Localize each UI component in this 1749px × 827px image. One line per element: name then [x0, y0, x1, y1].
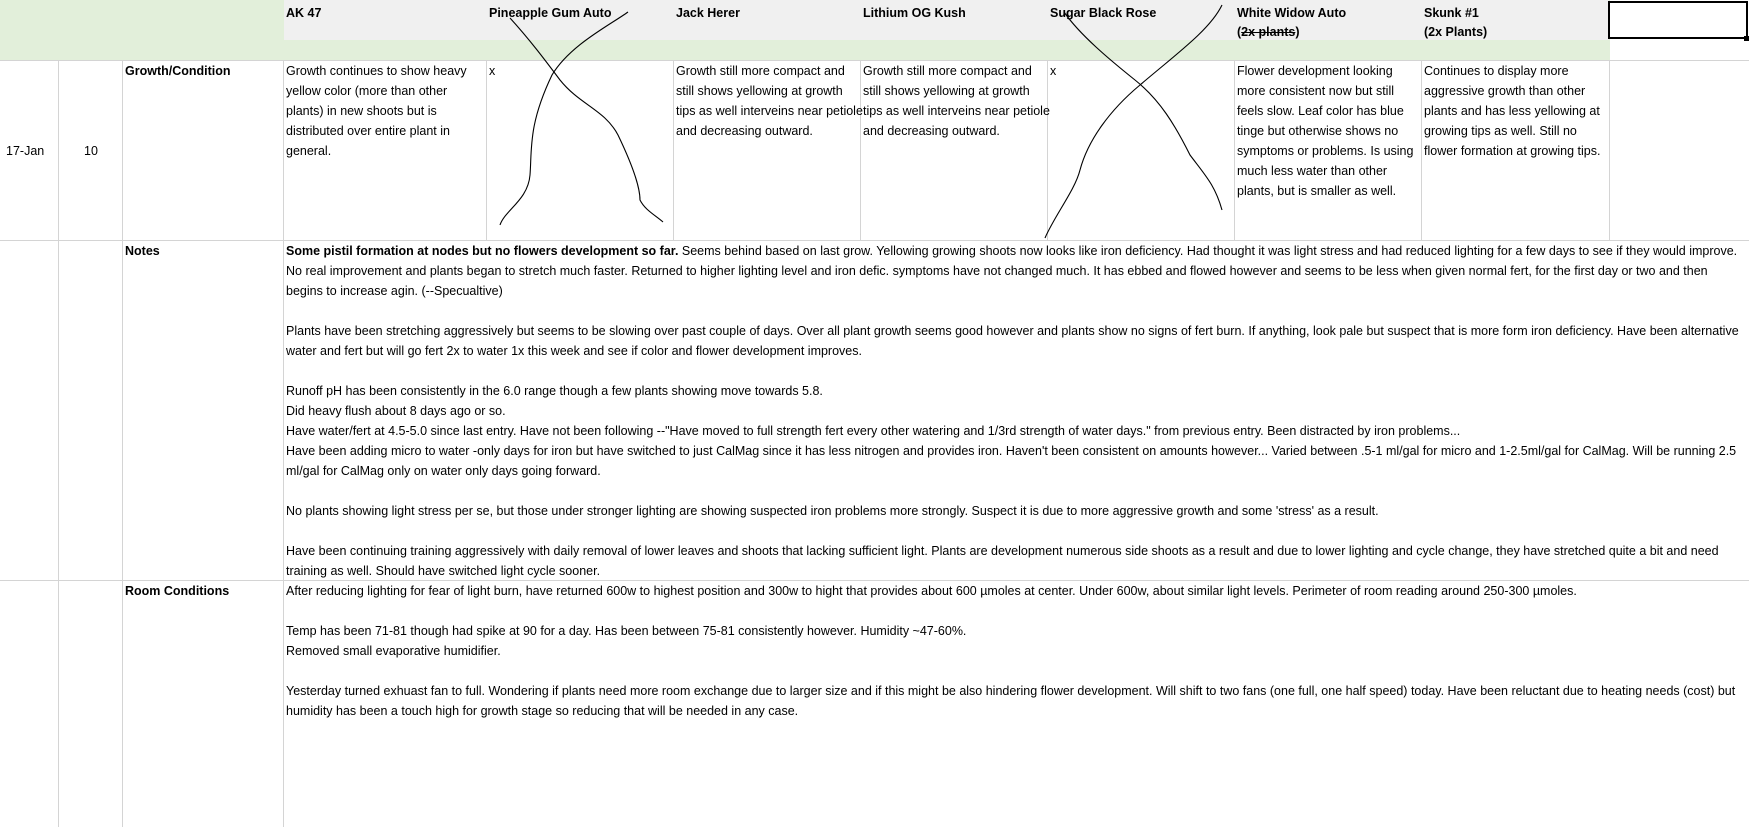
room-line: Temp has been 71-81 though had spike at 90 for a day. Has been between 75-81 consistently however. Humidity ~47-60%. — [286, 624, 967, 638]
col-header-jack-herer[interactable]: Jack Herer — [676, 6, 740, 20]
room-line: Removed small evaporative humidifier. — [286, 644, 501, 658]
day-cell[interactable]: 10 — [84, 144, 98, 158]
growth-skunk-cell[interactable]: Continues to display more aggressive growth than other plants and has less yellowing at growing tips as well. Still no flower formation at growing tips. — [1424, 64, 1601, 158]
growth-jack-cell[interactable]: Growth still more compact and still shows yellowing at growth tips as well interveins near petiole and decreasing outward. — [676, 64, 863, 138]
notes-paragraph: Have been adding micro to water -only days for iron but have switched to just CalMag since it has less nitrogen and provides iron. Haven't been consistent on amounts however... Varied between .5-1 ml/gal for micro and 1-2.5ml/gal for CalMag. Will be running 2.5 ml/gal for CalMag only on water only days going forward. — [286, 444, 1737, 478]
col-header-white-widow-auto[interactable]: White Widow Auto (2x plants) — [1237, 6, 1347, 39]
notes-paragraph: Have been continuing training aggressively with daily removal of lower leaves and shoots that lacking sufficient light. Plants are development numerous side shoots as a result and due to lower lighting and cycle change, they have stretched quite a bit and need training as well. Should have switched light cycle sooner. — [286, 544, 1719, 578]
row-label-notes[interactable]: Notes — [125, 244, 160, 258]
notes-line: Runoff pH has been consistently in the 6.0 range though a few plants showing move towards 5.8. — [286, 384, 823, 398]
col-header-sugar-black-rose[interactable]: Sugar Black Rose — [1050, 6, 1157, 20]
growth-ak47-cell[interactable]: Growth continues to show heavy yellow color (more than other plants) in new shoots but is distributed over entire plant in general. — [286, 64, 467, 158]
col-header-skunk-1[interactable]: Skunk #1 (2x Plants) — [1424, 6, 1488, 39]
notes-line: Have water/fert at 4.5-5.0 since last entry. Have not been following --"Have moved to full strength fert every other watering and 1/3rd strength of water days." from previous entry. Been distracted by iron problems... — [286, 424, 1461, 438]
row-label-room[interactable]: Room Conditions — [125, 584, 230, 598]
notes-paragraph: Some pistil formation at nodes but no flowers development so far. Seems behind based on last grow. Yellowing growing shoots now looks like iron deficiency. Had thought it was light stress and had reduced lighting for a few days to see if they would improve. No real improvement and plants began to stretch much faster. Returned to higher lighting level and iron defic. symptoms have not changed much. It has ebbed and flowed however and seems to be less when given normal fert, for the first day or two and then begins to increase agin. (--Specualtive) — [286, 244, 1738, 298]
col-header-ak47[interactable]: AK 47 — [286, 6, 322, 20]
notes-line: Did heavy flush about 8 days ago or so. — [286, 404, 506, 418]
notes-cell[interactable] — [286, 241, 1746, 581]
growth-pineapple-cell[interactable]: x — [489, 64, 496, 78]
notes-paragraph: Plants have been stretching aggressively but seems to be slowing over past couple of days. Over all plant growth seems good however and plants show no signs of fert burn. If anything, look pale but suspect that is more form iron deficiency. Have been alternative water and fert but will go fert 2x to water 1x this week and see if color and flower development improves. — [286, 324, 1739, 358]
col-header-lithium-og-kush[interactable]: Lithium OG Kush — [863, 6, 966, 20]
growth-widow-cell[interactable]: Flower development looking more consistent now but still feels slow. Leaf color has blue tinge but otherwise shows no symptoms or problems. Is using much less water than other plants, but is smaller as well. — [1237, 64, 1414, 198]
room-paragraph: Yesterday turned exhuast fan to full. Wondering if plants need more room exchange due to larger size and if this might be also hindering flower development. Will shift to two fans (one full, one half speed) today. Have been reluctant due to heating needs (cost) but humidity has been a touch high for growth stage so reducing that will be needed in any case. — [286, 684, 1736, 718]
row-label-growth[interactable]: Growth/Condition — [125, 64, 231, 78]
room-paragraph: After reducing lighting for fear of light burn, have returned 600w to highest position and 300w to hight that provides about 600 µmoles at center. Under 600w, about similar light levels. Perimeter of room reading around 250-300 µmoles. — [286, 584, 1577, 598]
growth-lithium-cell[interactable]: Growth still more compact and still shows yellowing at growth tips as well interveins near petiole and decreasing outward. — [863, 64, 1050, 138]
room-conditions-cell[interactable] — [286, 581, 1746, 721]
notes-paragraph: No plants showing light stress per se, but those under stronger lighting are showing suspected iron problems more strongly. Suspect it is due to more aggressive growth and some 'stress' as a result. — [286, 504, 1379, 518]
col-header-pineapple-gum-auto[interactable]: Pineapple Gum Auto — [489, 6, 612, 20]
date-cell[interactable]: 17-Jan — [6, 144, 45, 158]
cross-out-sugar — [1045, 5, 1222, 238]
struck-note: 2x plants — [1241, 25, 1296, 39]
growth-sugar-cell[interactable]: x — [1050, 64, 1057, 78]
cross-out-pineapple — [500, 12, 663, 225]
